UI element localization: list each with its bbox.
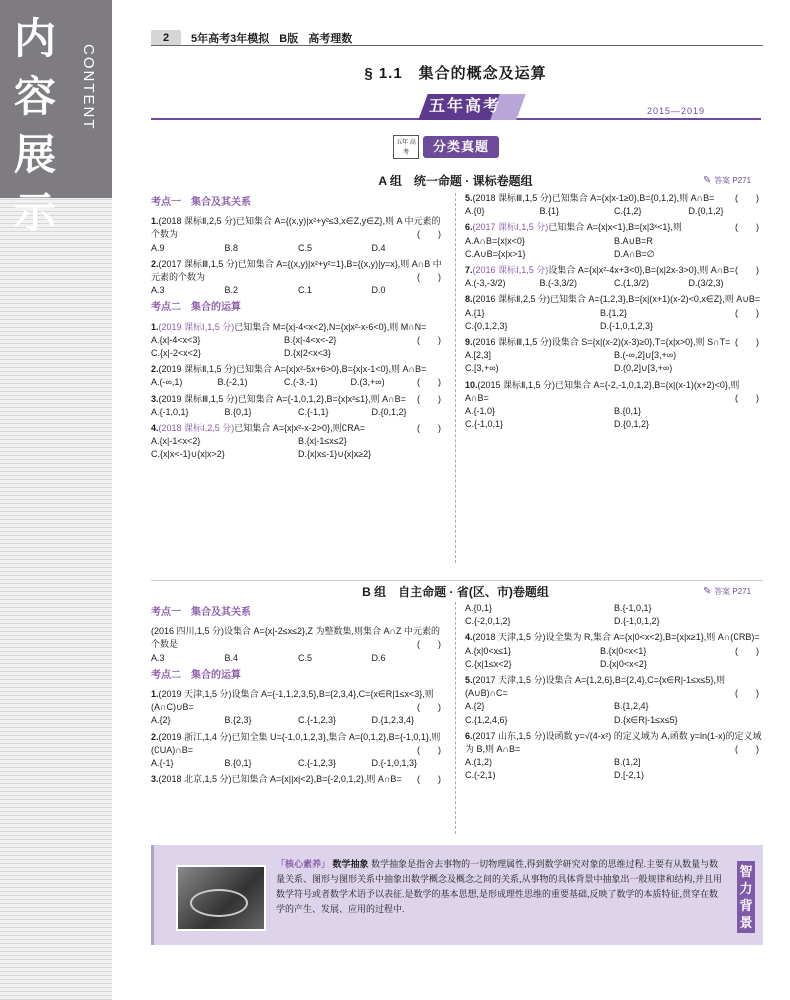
option: C.{-2,0,1,2} xyxy=(465,616,511,627)
options xyxy=(465,645,735,671)
question xyxy=(151,363,445,389)
option: A.{-1} xyxy=(151,758,174,769)
group-a-left-column xyxy=(151,192,445,465)
option: D.(0,2]∪[3,+∞) xyxy=(614,363,673,374)
core-side-label: 智力背景 xyxy=(737,861,755,933)
options xyxy=(151,435,445,461)
question-source: (2018 课标Ⅰ,2,5 分) xyxy=(158,423,235,434)
question-source: (2016 课标Ⅰ,1,5 分) xyxy=(472,265,549,276)
option: B.{0,1} xyxy=(614,406,642,417)
option: B.{x|0<x<1} xyxy=(600,645,647,656)
option: B.A∪B=R xyxy=(614,235,653,246)
option: B.{x|-4<x<-2} xyxy=(284,334,337,345)
knowledge-point-heading: 考点一 集合及其关系 xyxy=(151,607,251,618)
option: D.{x∈R|-1≤x≤5} xyxy=(614,714,678,725)
options xyxy=(151,406,445,419)
answer-paren: ( ) xyxy=(417,639,441,650)
knowledge-point-heading: 考点一 集合及其关系 xyxy=(151,197,251,208)
option: A.{x|0<x≤1} xyxy=(465,645,512,656)
option: B.(-2,1) xyxy=(217,377,248,388)
options xyxy=(151,714,445,727)
option: B.{x|-1≤x≤2} xyxy=(298,436,347,447)
option: C.A∪B={x|x>1} xyxy=(465,248,526,259)
options xyxy=(465,205,763,218)
option: D.6 xyxy=(371,652,386,663)
question-number: 6. xyxy=(465,222,473,233)
answer-paren: ( ) xyxy=(735,193,759,203)
answer-paren: ( ) xyxy=(735,645,759,656)
knowledge-point-heading: 考点二 集合的运算 xyxy=(151,302,241,314)
question xyxy=(465,192,763,218)
question-number: 2. xyxy=(151,731,159,742)
year-range: 2015—2019 xyxy=(615,106,705,116)
column-divider xyxy=(455,193,456,563)
option: D.{0,1,2} xyxy=(688,206,724,217)
option: D.(3,+∞) xyxy=(350,377,385,388)
options xyxy=(151,284,445,297)
option: D.{-1,0,1,2,3} xyxy=(600,320,654,331)
option: A.{-1,0} xyxy=(465,406,496,417)
options xyxy=(151,757,445,770)
question xyxy=(465,602,763,628)
option: D.{-1,0,1,2} xyxy=(614,616,660,627)
core-literacy-box xyxy=(151,845,763,945)
question xyxy=(465,336,763,376)
answer-paren: ( ) xyxy=(735,688,759,699)
classify-label: 分类真题 xyxy=(423,136,499,158)
question-number: 5. xyxy=(465,193,473,203)
page xyxy=(121,0,790,1000)
option: A.(1,2) xyxy=(465,757,493,768)
options xyxy=(151,652,445,665)
question-stem: 设集合 A={x|x²-4x+3<0},B={x|2x-3>0},则 A∩B= xyxy=(548,265,735,276)
option: C.{-1,1} xyxy=(298,406,329,417)
side-char: 展 xyxy=(14,130,57,179)
option: A.9 xyxy=(151,242,165,253)
answer-paren: ( ) xyxy=(417,702,441,713)
question-number: 7. xyxy=(465,265,473,276)
answer-paren: ( ) xyxy=(417,272,441,283)
header-rule xyxy=(151,45,763,46)
answer-paren: ( ) xyxy=(735,222,759,233)
option: D.0 xyxy=(371,285,386,296)
knowledge-point-heading: 考点二 集合的运算 xyxy=(151,669,241,681)
question-number: 6. xyxy=(465,730,473,741)
question xyxy=(465,631,763,671)
option: C.{1,2} xyxy=(614,206,642,217)
option: D.(3/2,3) xyxy=(688,278,724,289)
question-number: 4. xyxy=(151,423,159,434)
option: B.(-∞,2]∪[3,+∞) xyxy=(614,350,677,361)
group-divider xyxy=(151,580,763,581)
question xyxy=(151,688,445,728)
group-a-answer-link[interactable]: ✎ 答案 P271 xyxy=(703,175,751,186)
question xyxy=(151,393,445,419)
core-tag: 「核心素养」 xyxy=(276,859,331,869)
group-b-title: B 组 自主命题 · 省(区、市)卷题组 xyxy=(362,585,549,599)
option: C.(1,3/2) xyxy=(614,278,650,289)
question-stem: (2019 课标Ⅲ,1,5 分)已知集合 A={-1,0,1,2},B={x|x²≤1},则 A∩B= xyxy=(158,393,406,404)
classify-badge xyxy=(393,134,499,160)
question-stem: (2019 浙江,1,4 分)已知全集 U={-1,0,1,2,3},集合 A={0,1,2},B={-1,0,1},则(∁UA)∩B= xyxy=(151,731,441,755)
side-char: 内 xyxy=(14,14,57,63)
option: A.A∩B={x|x<0} xyxy=(465,235,525,246)
question-stem: (2019 天津,1,5 分)设集合 A={-1,1,2,3,5},B={2,3,4},C={x∈R|1≤x<3},则(A∩C)∪B= xyxy=(151,689,434,713)
side-char: 容 xyxy=(14,72,57,121)
question-number: 3. xyxy=(151,774,159,785)
answer-paren: ( ) xyxy=(735,744,759,755)
answer-paren: ( ) xyxy=(735,265,759,276)
group-a-right-column xyxy=(465,192,763,434)
option: B.(-3,3/2) xyxy=(539,278,578,289)
classify-small: 五年 高考 xyxy=(393,135,419,159)
option: D.{x|2<x<3} xyxy=(284,348,331,359)
question-number: 8. xyxy=(465,294,473,305)
brand: 5年高考3年模拟 xyxy=(191,33,270,45)
option: B.{2,3} xyxy=(224,715,252,726)
question-stem: 已知集合 A={x|x²-x-2>0},则∁RA= xyxy=(234,423,366,434)
option: A.3 xyxy=(151,652,165,663)
banner-title: 五年高考 xyxy=(428,98,501,115)
option: B.{1} xyxy=(539,206,560,217)
subject: 高考理数 xyxy=(308,33,353,45)
options xyxy=(465,307,735,333)
question-stem: (2016 课标Ⅱ,2,5 分)已知集合 A={1,2,3},B={x|(x+1)(x-2)<0,x∈Z},则 A∪B= xyxy=(472,294,761,305)
option: A.(-3,-3/2) xyxy=(465,278,506,289)
header xyxy=(151,30,362,46)
option: C.{x|x<-1}∪{x|x>2} xyxy=(151,449,225,460)
option: C.{-1,2,3} xyxy=(298,715,337,726)
question xyxy=(151,625,445,665)
option: C.{0,1,2,3} xyxy=(465,320,508,331)
options xyxy=(465,349,763,375)
side-en: CONTENT xyxy=(80,44,97,131)
options xyxy=(465,277,763,290)
option: D.[-2,1) xyxy=(614,770,645,781)
option: B.{0,1} xyxy=(224,758,252,769)
question-number: 3. xyxy=(151,393,159,404)
question-stem: 已知集合 M={x|-4<x<2},N={x|x²-x-6<0},则 M∩N= xyxy=(234,321,427,332)
group-a-title: A 组 统一命题 · 课标卷题组 xyxy=(378,174,533,188)
question-source: (2017 课标Ⅰ,1,5 分) xyxy=(472,222,549,233)
question-stem: (2017 天津,1,5 分)设集合 A={1,2,6},B={2,4},C={x∈R|-1≤x≤5},则(A∪B)∩C= xyxy=(465,675,725,699)
question-number: 4. xyxy=(465,632,473,643)
option: C.{x|1≤x<2} xyxy=(465,658,512,669)
question xyxy=(465,674,763,727)
question-stem: 已知集合 A={x|x<1},B={x|3ˣ<1},则 xyxy=(548,222,682,233)
option: C.{x|-2<x<2} xyxy=(151,348,201,359)
option: B.{0,1} xyxy=(224,406,252,417)
question-stem: (2016 四川,1,5 分)设集合 A={x|-2≤x≤2},Z 为整数集,则集合 A∩Z 中元素的个数是 xyxy=(151,626,440,650)
question-stem: (2019 课标Ⅱ,1,5 分)已知集合 A={x|x²-5x+6>0},B={x|x-1<0},则 A∩B= xyxy=(158,364,427,375)
page-number: 2 xyxy=(151,30,181,46)
question xyxy=(151,731,445,771)
option: D.A∩B=∅ xyxy=(614,248,655,259)
question-number: 1. xyxy=(151,321,159,332)
option: A.{x|-1<x<2} xyxy=(151,436,201,447)
option: B.{-1,0,1} xyxy=(614,603,652,613)
option: B.4 xyxy=(224,652,239,663)
question-stem: (2017 课标Ⅲ,1,5 分)已知集合 A={(x,y)|x²+y²=1},B={(x,y)|y=x},则 A∩B 中元素的个数为 xyxy=(151,258,442,283)
option: C.1 xyxy=(298,285,313,296)
question xyxy=(465,379,763,432)
options xyxy=(151,334,417,360)
question-source: (2019 课标Ⅰ,1,5 分) xyxy=(158,321,235,332)
option: B.(1,2] xyxy=(614,757,641,768)
option: A.3 xyxy=(151,285,165,296)
options xyxy=(465,700,763,726)
question xyxy=(151,215,445,255)
group-b-right-column xyxy=(465,602,763,786)
question-number: 2. xyxy=(151,364,159,375)
question-number: 1. xyxy=(151,689,159,700)
option: B.8 xyxy=(224,242,239,253)
option: A.{x|-4<x<3} xyxy=(151,334,201,345)
side-tab xyxy=(0,0,112,237)
option: D.{1,2,3,4} xyxy=(371,715,415,726)
option: D.{0,1,2} xyxy=(371,406,407,417)
option: C.[3,+∞) xyxy=(465,363,499,374)
options xyxy=(465,756,763,782)
question xyxy=(465,264,763,290)
option: D.{x|x≤-1}∪{x|x≥2} xyxy=(298,449,372,460)
options xyxy=(151,242,445,255)
question-stem: (2018 课标Ⅲ,1,5 分)已知集合 A={x|x-1≥0},B={0,1,2},则 A∩B= xyxy=(472,193,715,203)
answer-paren: ( ) xyxy=(417,377,441,388)
option: D.{x|0<x<2} xyxy=(600,658,647,669)
question xyxy=(151,258,445,298)
question xyxy=(465,221,763,261)
question xyxy=(465,293,763,333)
answer-paren: ( ) xyxy=(417,774,441,785)
edition: B版 xyxy=(279,33,299,45)
option: C.5 xyxy=(298,242,313,253)
option: B.{1,2} xyxy=(600,307,628,318)
answer-paren: ( ) xyxy=(417,393,441,404)
question xyxy=(465,730,763,783)
option: C.{1,2,4,6} xyxy=(465,714,508,725)
core-title: 数学抽象 xyxy=(332,859,369,869)
answer-paren: ( ) xyxy=(417,334,441,345)
answer-paren: ( ) xyxy=(735,392,759,403)
option: A.{2} xyxy=(151,715,171,726)
option: A.{0} xyxy=(465,206,485,217)
question xyxy=(151,422,445,462)
question-stem: (2016 课标Ⅲ,1,5 分)设集合 S={x|(x-2)(x-3)≥0},T={x|x>0},则 S∩T= xyxy=(472,337,731,348)
answer-paren: ( ) xyxy=(417,744,441,755)
question-stem: (2017 山东,1,5 分)设函数 y=√(4-x²) 的定义域为 A,函数 y=ln(1-x)的定义域为 B,则 A∩B= xyxy=(465,730,762,755)
answer-paren: ( ) xyxy=(735,307,759,318)
options xyxy=(465,235,763,261)
option: B.{1,2,4} xyxy=(614,701,649,712)
option: A.{-1,0,1} xyxy=(151,406,189,417)
options xyxy=(465,602,763,628)
option: D.{-1,0,1,3} xyxy=(371,758,418,769)
question-number: 10. xyxy=(465,379,478,390)
option: D.{0,1,2} xyxy=(614,419,650,430)
option: A.{2} xyxy=(465,701,485,712)
answer-paren: ( ) xyxy=(417,423,441,434)
options xyxy=(465,405,763,431)
question-stem: (2018 北京,1,5 分)已知集合 A={x||x|<2},B={-2,0,1,2},则 A∩B= xyxy=(158,774,402,785)
option: B.2 xyxy=(224,285,239,296)
question-number: 1. xyxy=(151,216,159,227)
option: C.(-3,-1) xyxy=(284,377,318,388)
option: A.{1} xyxy=(465,307,485,318)
option: C.{-1,2,3} xyxy=(298,758,337,769)
core-image xyxy=(176,865,266,931)
question-stem: (2018 天津,1,5 分)设全集为 R,集合 A={x|0<x<2},B={x|x≥1},则 A∩(∁RB)= xyxy=(472,632,760,643)
question-number: 2. xyxy=(151,258,159,269)
option: C.5 xyxy=(298,652,313,663)
core-text xyxy=(276,857,726,917)
question-number: 9. xyxy=(465,337,473,348)
group-b-answer-link[interactable]: ✎ 答案 P271 xyxy=(703,586,751,597)
side-char: 示 xyxy=(14,188,57,237)
option: A.(-∞,1) xyxy=(151,377,183,388)
answer-paren: ( ) xyxy=(417,229,441,240)
options xyxy=(151,376,417,389)
question xyxy=(151,321,445,361)
question-stem: (2015 课标Ⅱ,1,5 分)已知集合 A={-2,-1,0,1,2},B={x|(x-1)(x+2)<0},则 A∩B= xyxy=(465,379,740,403)
question-stem: (2018 课标Ⅱ,2,5 分)已知集合 A={(x,y)|x²+y²≤3,x∈Z,y∈Z},则 A 中元素的个数为 xyxy=(151,216,441,240)
group-b-left-column xyxy=(151,602,445,789)
column-divider-b xyxy=(455,602,456,834)
section-title: § 1.1 集合的概念及运算 xyxy=(364,65,547,82)
question xyxy=(151,773,445,786)
answer-paren: ( ) xyxy=(735,337,759,348)
option: A.[2,3] xyxy=(465,350,492,361)
side-title xyxy=(14,10,74,242)
option: D.4 xyxy=(371,242,386,253)
question-number: 5. xyxy=(465,675,473,686)
option: C.{-1,0,1} xyxy=(465,419,504,430)
option: A.{0,1} xyxy=(465,603,493,613)
option: C.(-2,1) xyxy=(465,770,496,781)
core-body: 数学抽象是指舍去事物的一切物理属性,得到数学研究对象的思维过程.主要有从数量与数量关系、图形与图形关系中抽象出数学概念及概念之间的关系,从事物的具体背景中抽象出一般规律和结构,并且用数学符号或者数学术语予以表征.是数学的基本思想,是形成理性思维的重要基础,反映了数学的本质特征,贯穿在数学的产生、发展、应用的过程中. xyxy=(276,859,723,914)
